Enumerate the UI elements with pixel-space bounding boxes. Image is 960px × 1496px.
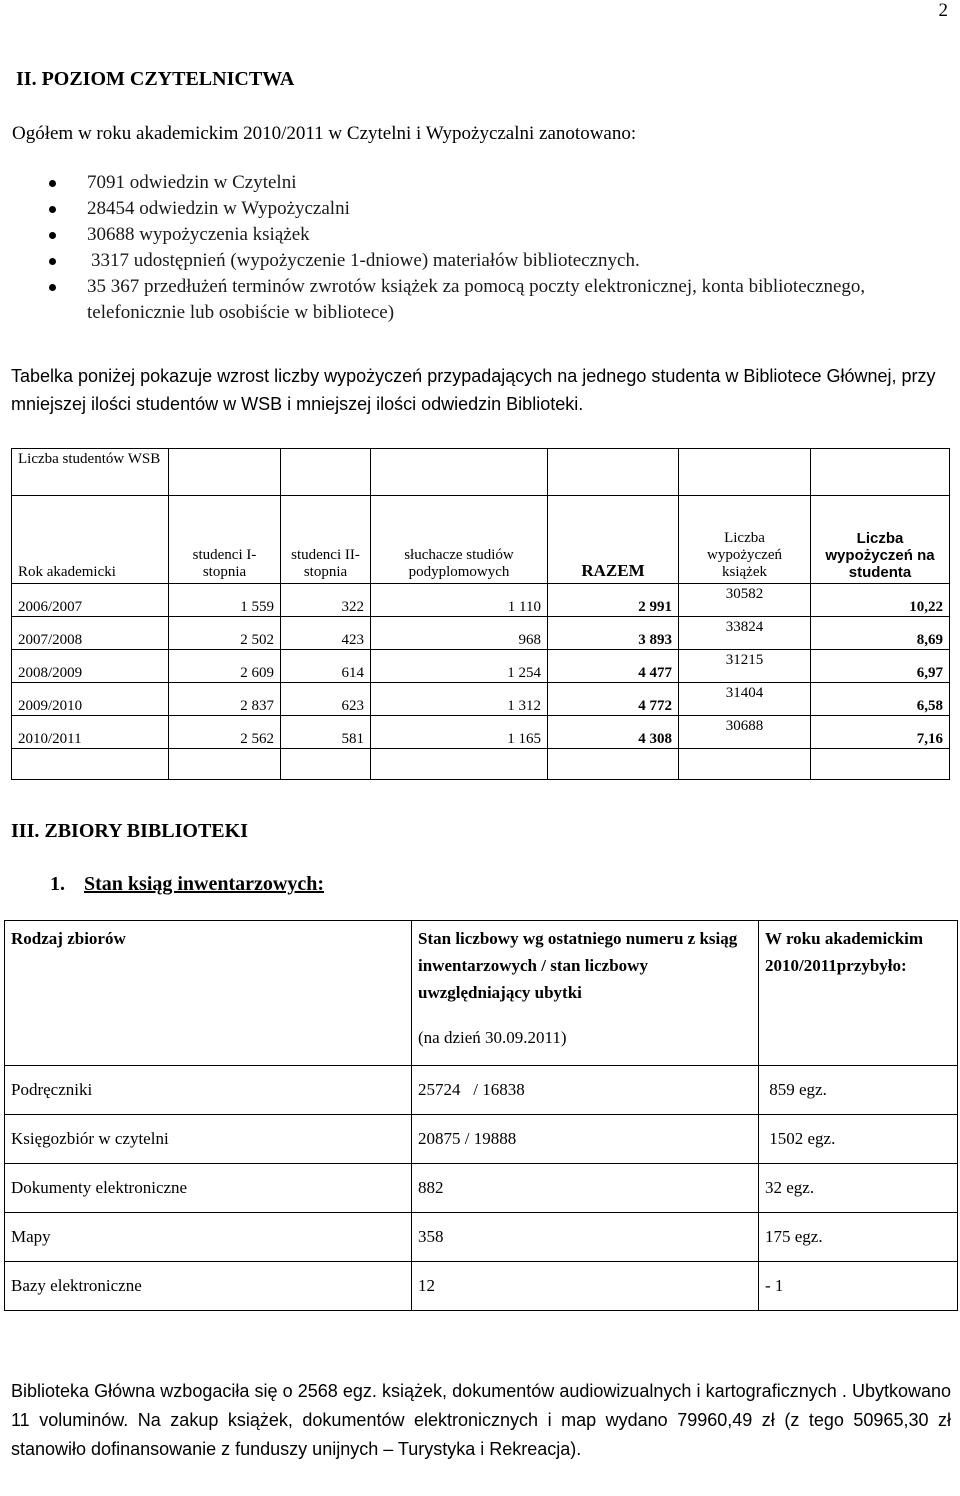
- subsection-heading: 1. Stan ksiąg inwentarzowych:: [50, 873, 325, 895]
- page-number: 2: [938, 0, 948, 21]
- list-item: 30688 wypożyczenia książek: [0, 222, 960, 248]
- list-item: 28454 odwiedzin w Wypożyczalni: [0, 196, 960, 222]
- table-row: Podręczniki 25724 / 16838 859 egz.: [5, 1066, 958, 1115]
- intro-text: Ogółem w roku akademickim 2010/2011 w Czytelni i Wypożyczalni zanotowano:: [12, 123, 637, 144]
- inventory-table: [4, 920, 958, 1311]
- table-row: 2009/2010 2 837 623 1 312 4 772 31404 6,58: [12, 683, 950, 716]
- list-item: 3317 udostępnień (wypożyczenie 1-dniowe) materiałów bibliotecznych.: [0, 248, 960, 274]
- column-header: RAZEM: [548, 496, 679, 584]
- bullet-icon: [49, 258, 56, 265]
- table-row: 2007/2008 2 502 423 968 3 893 33824 8,69: [12, 617, 950, 650]
- column-header: Rodzaj zbiorów: [5, 921, 412, 1066]
- table-row: Mapy 358 175 egz.: [5, 1213, 958, 1262]
- column-header: słuchacze studiów podyplomowych: [371, 496, 548, 584]
- column-header: Stan liczbowy wg ostatniego numeru z ksiąg inwentarzowych / stan liczbowy uwzględniający ubytki (na dzień 30.09.2011): [412, 921, 759, 1066]
- statistics-list: [0, 170, 960, 326]
- column-header: Liczba wypożyczeń książek: [679, 496, 811, 584]
- table-row: 2008/2009 2 609 614 1 254 4 477 31215 6,97: [12, 650, 950, 683]
- bullet-icon: [49, 206, 56, 213]
- section-title-reading-level: II. POZIOM CZYTELNICTWA: [16, 68, 295, 90]
- table-description: Tabelka poniżej pokazuje wzrost liczby wypożyczeń przypadających na jednego studenta w Bibliotece Głównej, przy mniejszej ilości studentów w WSB i mniejszej ilości odwiedzin Biblioteki.: [11, 366, 936, 414]
- table-row: [12, 749, 950, 780]
- table-row: 2010/2011 2 562 581 1 165 4 308 30688 7,16: [12, 716, 950, 749]
- students-loans-table: [11, 448, 950, 780]
- section-title-collections: III. ZBIORY BIBLIOTEKI: [11, 820, 248, 842]
- table-row: Księgozbiór w czytelni 20875 / 19888 1502 egz.: [5, 1115, 958, 1164]
- table-row: Bazy elektroniczne 12 - 1: [5, 1262, 958, 1311]
- date-note: (na dzień 30.09.2011): [418, 1028, 567, 1047]
- group-header: Liczba studentów WSB: [12, 449, 169, 496]
- column-header: studenci II-stopnia: [281, 496, 371, 584]
- list-item: 35 367 przedłużeń terminów zwrotów książek za pomocą poczty elektronicznej, konta bibliotecznego, telefonicznie lub osobiście w bibliotece): [0, 274, 960, 326]
- bullet-icon: [49, 232, 56, 239]
- table-row: Dokumenty elektroniczne 882 32 egz.: [5, 1164, 958, 1213]
- closing-paragraph: Biblioteka Główna wzbogaciła się o 2568 egz. książek, dokumentów audiowizualnych i kartograficznych . Ubytkowano 11 voluminów. Na zakup książek, dokumentów elektronicznych i map wydano 79960,49 zł (z tego 50965,30 zł stanowiło dofinansowanie z funduszy unijnych – Turystyka i Rekreacja).: [11, 1381, 951, 1459]
- table-row: 2006/2007 1 559 322 1 110 2 991 30582 10,22: [12, 584, 950, 617]
- bullet-icon: [49, 284, 56, 291]
- list-item: 7091 odwiedzin w Czytelni: [0, 170, 960, 196]
- column-header: W roku akademickim 2010/2011przybyło:: [759, 921, 958, 1066]
- bullet-icon: [49, 180, 56, 187]
- column-header: Liczba wypożyczeń na studenta: [811, 496, 950, 584]
- column-header: Rok akademicki: [12, 496, 169, 584]
- column-header: studenci I-stopnia: [169, 496, 281, 584]
